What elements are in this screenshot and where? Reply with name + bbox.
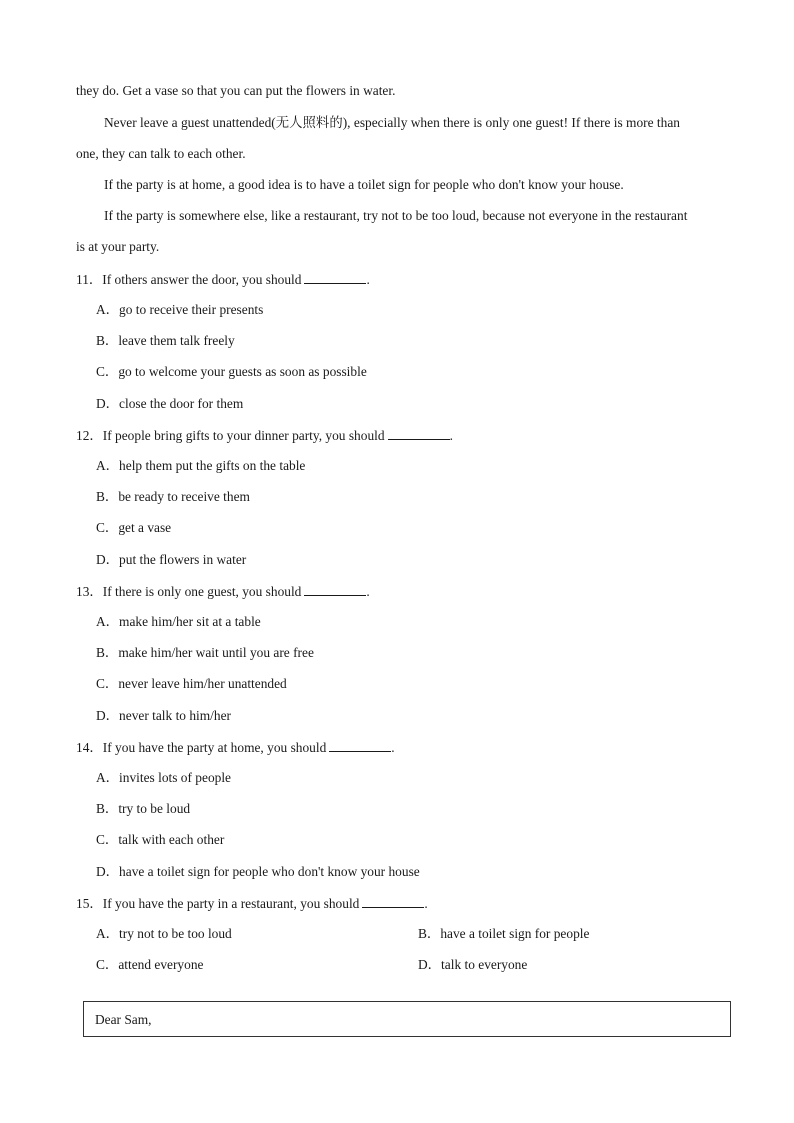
option-12-b[interactable]: B．be ready to receive them bbox=[96, 489, 250, 504]
option-13-d[interactable]: D．never talk to him/her bbox=[96, 708, 231, 723]
option-11-a[interactable]: A．go to receive their presents bbox=[96, 302, 264, 317]
letter-box bbox=[83, 1001, 731, 1037]
passage-line: is at your party. bbox=[76, 239, 160, 254]
question-stem: 12．If people bring gifts to your dinner party, you should bbox=[76, 428, 385, 443]
question-stem: 14．If you have the party at home, you should bbox=[76, 740, 327, 755]
option-12-a[interactable]: A．help them put the gifts on the table bbox=[96, 458, 306, 473]
question-stem: 15．If you have the party in a restaurant, you should bbox=[76, 896, 360, 911]
option-15-c[interactable]: C．attend everyone bbox=[96, 957, 204, 972]
passage-line: one, they can talk to each other. bbox=[76, 146, 246, 161]
answer-blank[interactable] bbox=[329, 738, 391, 752]
option-13-b[interactable]: B．make him/her wait until you are free bbox=[96, 645, 314, 660]
passage-line: If the party is somewhere else, like a restaurant, try not to be too loud, because not everyone in the restaurant bbox=[104, 208, 688, 223]
option-11-b[interactable]: B．leave them talk freely bbox=[96, 333, 235, 348]
letter-greeting: Dear Sam, bbox=[95, 1012, 152, 1027]
answer-blank[interactable] bbox=[388, 426, 450, 440]
passage-line: If the party is at home, a good idea is to have a toilet sign for people who don't know your house. bbox=[104, 177, 624, 192]
question-11: 11．If others answer the door, you should . bbox=[76, 272, 370, 287]
option-13-c[interactable]: C．never leave him/her unattended bbox=[96, 676, 287, 691]
question-stem: 11．If others answer the door, you should bbox=[76, 272, 302, 287]
option-14-b[interactable]: B．try to be loud bbox=[96, 801, 191, 816]
question-15: 15．If you have the party in a restaurant, you should . bbox=[76, 896, 428, 911]
question-13: 13．If there is only one guest, you should . bbox=[76, 584, 370, 599]
option-14-a[interactable]: A．invites lots of people bbox=[96, 770, 232, 785]
answer-blank[interactable] bbox=[304, 582, 366, 596]
option-11-c[interactable]: C．go to welcome your guests as soon as possible bbox=[96, 364, 367, 379]
question-12: 12．If people bring gifts to your dinner party, you should . bbox=[76, 428, 453, 443]
option-15-a[interactable]: A．try not to be too loud bbox=[96, 926, 232, 941]
option-14-c[interactable]: C．talk with each other bbox=[96, 832, 225, 847]
passage-line: Never leave a guest unattended(无人照料的), especially when there is only one guest! If there is more than bbox=[104, 115, 680, 130]
option-15-b[interactable]: B．have a toilet sign for people bbox=[418, 926, 590, 941]
option-12-c[interactable]: C．get a vase bbox=[96, 520, 172, 535]
option-12-d[interactable]: D．put the flowers in water bbox=[96, 552, 247, 567]
option-11-d[interactable]: D．close the door for them bbox=[96, 396, 244, 411]
answer-blank[interactable] bbox=[362, 894, 424, 908]
passage-line: they do. Get a vase so that you can put the flowers in water. bbox=[76, 83, 396, 98]
question-stem: 13．If there is only one guest, you should bbox=[76, 584, 302, 599]
option-14-d[interactable]: D．have a toilet sign for people who don't know your house bbox=[96, 864, 420, 879]
answer-blank[interactable] bbox=[304, 270, 366, 284]
option-13-a[interactable]: A．make him/her sit at a table bbox=[96, 614, 261, 629]
question-14: 14．If you have the party at home, you should . bbox=[76, 740, 395, 755]
option-15-d[interactable]: D．talk to everyone bbox=[418, 957, 528, 972]
